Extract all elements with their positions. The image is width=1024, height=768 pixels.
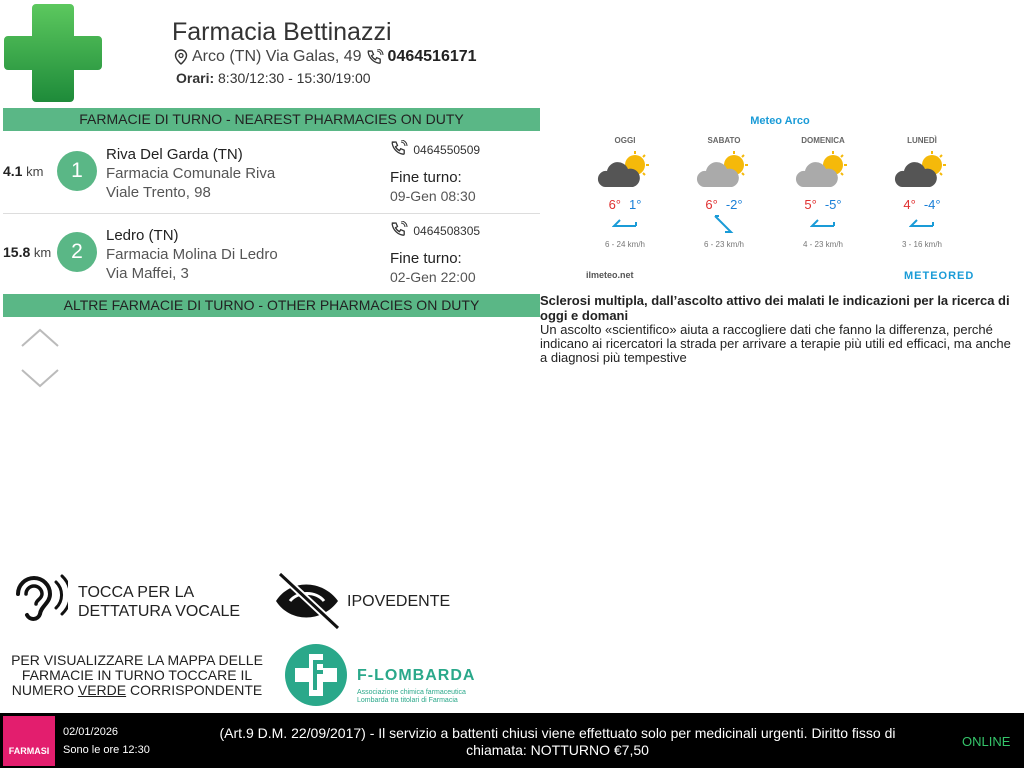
wind-speed: 6 - 23 km/h (703, 240, 744, 249)
pharmacy-info (106, 145, 275, 202)
partner-subtitle: Associazione chimica farmaceutica Lombarda tra titolari di Farmacia (357, 689, 466, 704)
voice-dictation-label[interactable]: TOCCA PER LA DETTATURA VOCALE (78, 584, 241, 620)
temp-min: -2° (725, 197, 743, 212)
pharmacy-street: Viale Trento, 98 (106, 184, 211, 201)
weather-day (778, 136, 868, 249)
temp-min: 1° (629, 197, 642, 212)
weather-day (877, 136, 967, 249)
map-number-button[interactable]: 1 (57, 151, 97, 191)
chevron-down-icon[interactable] (20, 368, 60, 388)
eye-slash-icon[interactable] (272, 570, 344, 632)
weather-source-left: ilmeteo.net (586, 270, 634, 280)
partner-name: F-LOMBARDA (357, 667, 476, 684)
temp-min: -5° (824, 197, 842, 212)
farmasi-logo: FARMASI (3, 716, 55, 766)
wind-speed: 6 - 24 km/h (604, 240, 645, 249)
partly-cloudy-icon (795, 151, 851, 191)
shift-end: Fine turno: 02-Gen 22:00 (390, 250, 476, 285)
pharmacy-name: Farmacia Bettinazzi (172, 18, 392, 46)
distance: 15.8 km (3, 244, 52, 260)
news-title: Sclerosi multipla, dall’ascolto attivo dei malati le indicazioni per la ricerca di oggi e domani (540, 293, 1010, 323)
pharmacy-town: Riva Del Garda (TN) (106, 146, 243, 163)
pharmacy-street: Via Maffei, 3 (106, 265, 189, 282)
phone-icon (390, 140, 410, 156)
pharmacy-cross-logo (4, 4, 102, 102)
footer-date: 02/01/2026 (63, 726, 119, 738)
ear-icon[interactable] (12, 572, 68, 630)
online-status: ONLINE (962, 734, 1011, 749)
pharmacy-phone-number: 0464550509 (413, 143, 481, 157)
weather-day (580, 136, 670, 249)
map-number-button[interactable]: 2 (57, 232, 97, 272)
footer-notice: (Art.9 D.M. 22/09/2017) - Il servizio a battenti chiusi viene effettuato solo per medicinali urgenti. Diritto fisso di chiamata: NOTTURNO €7,50 (219, 725, 896, 758)
wind-arrow-icon (909, 214, 935, 230)
chevron-up-icon[interactable] (20, 328, 60, 348)
pharmacy-title: Farmacia Comunale Riva (106, 165, 276, 182)
news-body: Un ascolto «scientifico» aiuta a raccogliere dati che fanno la differenza, perché indicano ai ricercatori la strada per arrivare a terapie più utili ed efficaci, ma anche a diagnosi più tempestive (540, 322, 1011, 365)
pharmacy-address-line (174, 48, 477, 66)
f-lombarda-logo (283, 642, 349, 708)
weather-day-name: LUNEDÌ (907, 136, 937, 145)
low-vision-label[interactable]: IPOVEDENTE (347, 593, 451, 610)
pharmacy-phone-row (390, 140, 480, 157)
wind-arrow-icon (810, 214, 836, 230)
pharmacy-row[interactable] (3, 136, 540, 214)
phone-icon (390, 221, 410, 237)
pharmacy-town: Ledro (TN) (106, 227, 179, 244)
temp-max: 4° (903, 197, 916, 212)
shift-end: Fine turno: 09-Gen 08:30 (390, 169, 476, 204)
pharmacy-address: Arco (TN) Via Galas, 49 (192, 48, 362, 65)
distance: 4.1 km (3, 163, 44, 179)
temp-max: 6° (705, 197, 718, 212)
weather-day-name: DOMENICA (801, 136, 845, 145)
pharmacy-hours (176, 70, 371, 86)
weather-day (679, 136, 769, 249)
pharmacy-phone[interactable]: 0464516171 (387, 48, 477, 65)
partly-cloudy-icon (597, 151, 653, 191)
wind-arrow-icon (711, 214, 737, 236)
footer-bar (0, 713, 1024, 768)
map-hint: PER VISUALIZZARE LA MAPPA DELLE FARMACIE IN TURNO TOCCARE IL NUMERO VERDE CORRISPONDENTE (11, 652, 263, 698)
hours-value: 8:30/12:30 - 15:30/19:00 (218, 70, 371, 86)
partly-cloudy-icon (894, 151, 950, 191)
weather-day-name: OGGI (614, 136, 636, 145)
phone-icon (366, 49, 384, 65)
temp-min: -4° (923, 197, 941, 212)
hours-label: Orari: (176, 70, 215, 86)
weather-widget (580, 110, 980, 290)
weather-title: Meteo Arco (750, 115, 810, 127)
pharmacy-phone-number: 0464508305 (413, 224, 481, 238)
footer-time: Sono le ore 12:30 (63, 744, 150, 756)
wind-arrow-icon (612, 214, 638, 230)
location-pin-icon (174, 49, 188, 65)
weather-day-name: SABATO (707, 136, 741, 145)
partly-cloudy-icon (696, 151, 752, 191)
news-item (540, 293, 1018, 365)
weather-source-right: METEORED (904, 270, 975, 282)
pharmacy-info (106, 226, 278, 283)
pharmacy-phone-row (390, 221, 480, 238)
other-on-duty-header[interactable]: ALTRE FARMACIE DI TURNO - OTHER PHARMACIES ON DUTY (3, 294, 540, 317)
on-duty-header: FARMACIE DI TURNO - NEAREST PHARMACIES ON DUTY (3, 108, 540, 131)
wind-speed: 3 - 16 km/h (901, 240, 942, 249)
wind-speed: 4 - 23 km/h (802, 240, 843, 249)
pharmacy-row[interactable] (3, 217, 540, 294)
temp-max: 6° (608, 197, 621, 212)
pharmacy-title: Farmacia Molina Di Ledro (106, 246, 278, 263)
temp-max: 5° (804, 197, 817, 212)
